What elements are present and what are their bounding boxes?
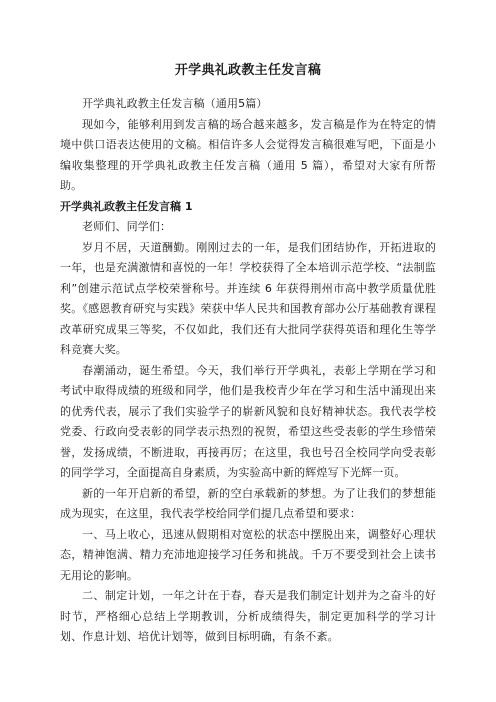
- document-title: 开学典礼政教主任发言稿: [174, 63, 322, 78]
- body-paragraph: 岁月不居，天道酬勤。刚刚过去的一年，是我们团结协作，开拓进取的一年，也是充满激情和喜悦的一年！学校获得了全本培训示范学校、“法制监利”创建示范试点学校荣誉称号。并连续 6 年获得荆州市高中教学质量优胜奖。《感恩教育研究与实践》荣获中华人民共和国教育部办公厅基础教育课程改革研究成果三等奖，不仅如此，我们还有大批同学获得英语和理化生等学科竞赛大奖。: [60, 240, 436, 356]
- body-paragraph: 春潮涌动，诞生希望。今天，我们举行开学典礼，表彰上学期在学习和考试中取得成绩的班级和同学，他们是我校青少年在学习和生活中涌现出来的优秀代表，展示了我们实验学子的崭新风貌和良好精神状态。我代表学校党委、行政向受表彰的同学表示热烈的祝贺，希望这些受表彰的学生珍惜荣誉，发扬成绩，不断进取，再接再厉；在这里，我也号召全校同学向受表彰的同学学习，全面提高自身素质，为实验高中新的辉煌写下光辉一页。: [60, 363, 436, 479]
- document-subtitle: 开学典礼政教主任发言稿（通用5篇）: [82, 97, 268, 110]
- intro-paragraph: 现如今，能够利用到发言稿的场合越来越多，发言稿是作为在特定的情境中供口语表达使用的文稿。相信许多人会觉得发言稿很难写吧，下面是小编收集整理的开学典礼政教主任发言稿（通用 5 篇），希望对大家有所帮助。: [60, 117, 436, 192]
- body-paragraph: 一、马上收心，迅速从假期相对宽松的状态中摆脱出来，调整好心理状态，精神饱满、精力充沛地迎接学习任务和挑战。千万不要受到社会上读书无用论的影响。: [60, 527, 436, 582]
- body-paragraph: 二、制定计划，一年之计在于春，春天是我们制定计划并为之奋斗的好时节，严格细心总结上学期教训，分析成绩得失，制定更加科学的学习计划、作息计划、培优计划等，做到目标明确，有条不紊。: [60, 589, 436, 643]
- greeting: 老师们、同学们：: [82, 220, 172, 233]
- body-paragraph: 新的一年开启新的希望，新的空白承载新的梦想。为了让我们的梦想能成为现实，在这里，我代表学校给同学们提几点希望和要求：: [60, 486, 436, 520]
- section-heading: 开学典礼政教主任发言稿 1: [60, 199, 193, 213]
